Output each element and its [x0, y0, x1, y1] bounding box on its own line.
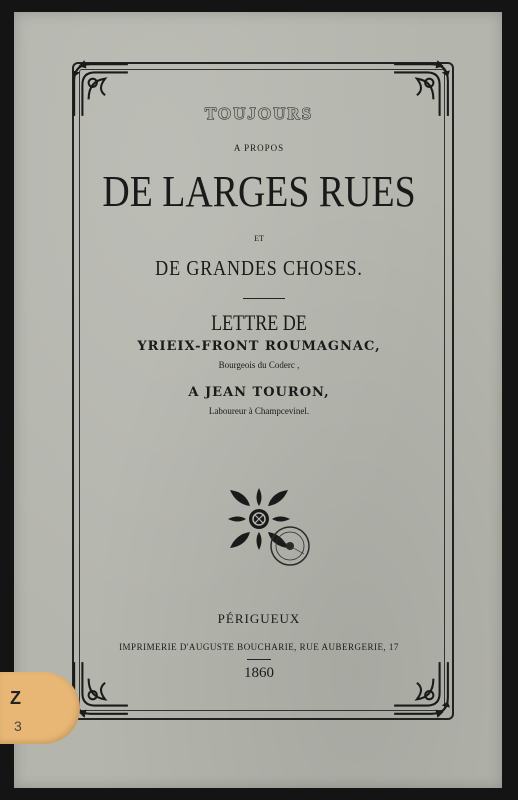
- title-et: ET: [254, 234, 264, 243]
- letter-recipient-description: Laboureur à Champcevinel.: [208, 406, 310, 416]
- title-de-larges-rues: DE LARGES RUES: [102, 167, 416, 216]
- shelf-sticker-number: 3: [14, 718, 22, 734]
- separator-rule: [243, 298, 285, 299]
- letter-author: YRIEIX-FRONT ROUMAGNAC,: [137, 339, 381, 354]
- shelf-sticker-label: Z: [10, 688, 21, 708]
- imprint-year: 1860: [244, 665, 274, 681]
- library-stamp-icon: [268, 524, 312, 568]
- letter-author-description: Bourgeois du Coderc ,: [218, 360, 300, 370]
- imprint-rule: [247, 659, 271, 660]
- imprint-city: PÉRIGUEUX: [217, 611, 301, 626]
- title-toujours: TOUJOURS: [204, 104, 314, 123]
- title-de-grandes-choses: DE GRANDES CHOSES.: [155, 256, 363, 280]
- letter-recipient: A JEAN TOURON,: [188, 385, 330, 400]
- letter-heading: LETTRE DE: [211, 310, 307, 335]
- imprint-printer: IMPRIMERIE D'AUGUSTE BOUCHARIE, RUE AUBERGERIE, 17: [119, 642, 399, 652]
- title-a-propos: A PROPOS: [233, 143, 285, 153]
